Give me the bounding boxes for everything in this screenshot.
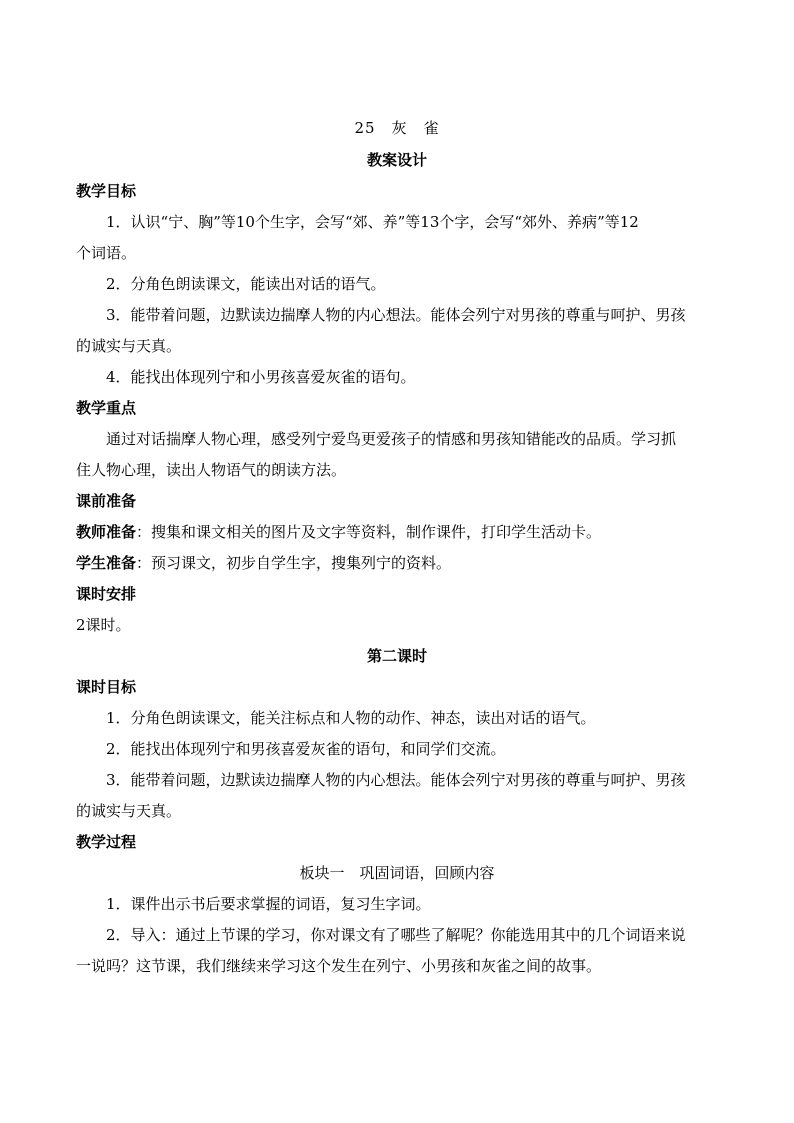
lesson2-heading: 第二课时 xyxy=(366,647,427,665)
schedule-text: 2课时。 xyxy=(76,616,131,634)
focus-heading: 教学重点 xyxy=(76,399,137,417)
student-prep-text: ：预习课文，初步自学生字，搜集列宁的资料。 xyxy=(136,554,452,572)
objective-line: 2．分角色朗读课文，能读出对话的语气。 xyxy=(106,275,386,293)
lesson-objective-line: 的诚实与天真。 xyxy=(76,802,182,820)
process-heading: 教学过程 xyxy=(76,833,137,851)
schedule-heading: 课时安排 xyxy=(76,585,137,603)
block1-heading: 板块一 巩固词语，回顾内容 xyxy=(299,864,495,882)
objective-line: 4．能找出体现列宁和小男孩喜爱灰雀的语句。 xyxy=(106,368,416,386)
teacher-prep xyxy=(76,522,718,542)
teacher-prep-label: 教师准备 xyxy=(76,523,137,541)
block1-line: 一说吗？这节课，我们继续来学习这个发生在列宁、小男孩和灰雀之间的故事。 xyxy=(76,957,602,975)
student-prep xyxy=(76,553,718,573)
lesson-title: 25 灰 雀 xyxy=(354,119,440,137)
teacher-prep-text: ：搜集和课文相关的图片及文字等资料，制作课件，打印学生活动卡。 xyxy=(136,523,602,541)
lesson-objective-line: 1．分角色朗读课文，能关注标点和人物的动作、神态，读出对话的语气。 xyxy=(106,709,596,727)
block1-line: 2．导入：通过上节课的学习，你对课文有了哪些了解呢？你能选用其中的几个词语来说 xyxy=(106,926,686,944)
objectives-heading: 教学目标 xyxy=(76,182,137,200)
objective-line: 的诚实与天真。 xyxy=(76,337,182,355)
objective-line: 个词语。 xyxy=(76,244,137,262)
prep-heading: 课前准备 xyxy=(76,492,137,510)
block1-line: 1．课件出示书后要求掌握的词语，复习生字词。 xyxy=(106,895,431,913)
focus-line: 通过对话揣摩人物心理，感受列宁爱鸟更爱孩子的情感和男孩知错能改的品质。学习抓 xyxy=(106,430,677,448)
focus-line: 住人物心理，读出人物语气的朗读方法。 xyxy=(76,461,347,479)
student-prep-label: 学生准备 xyxy=(76,554,137,572)
lesson-objective-line: 2．能找出体现列宁和男孩喜爱灰雀的语句，和同学们交流。 xyxy=(106,740,506,758)
subtitle: 教案设计 xyxy=(366,151,427,169)
lesson-objectives-heading: 课时目标 xyxy=(76,678,137,696)
objective-line: 3．能带着问题，边默读边揣摩人物的内心想法。能体会列宁对男孩的尊重与呵护、男孩 xyxy=(106,306,686,324)
objective-line: 1．认识“宁、胸”等10个生字，会写“郊、养”等13个字，会写“郊外、养病”等12 xyxy=(106,213,639,231)
lesson-objective-line: 3．能带着问题，边默读边揣摩人物的内心想法。能体会列宁对男孩的尊重与呵护、男孩 xyxy=(106,771,686,789)
